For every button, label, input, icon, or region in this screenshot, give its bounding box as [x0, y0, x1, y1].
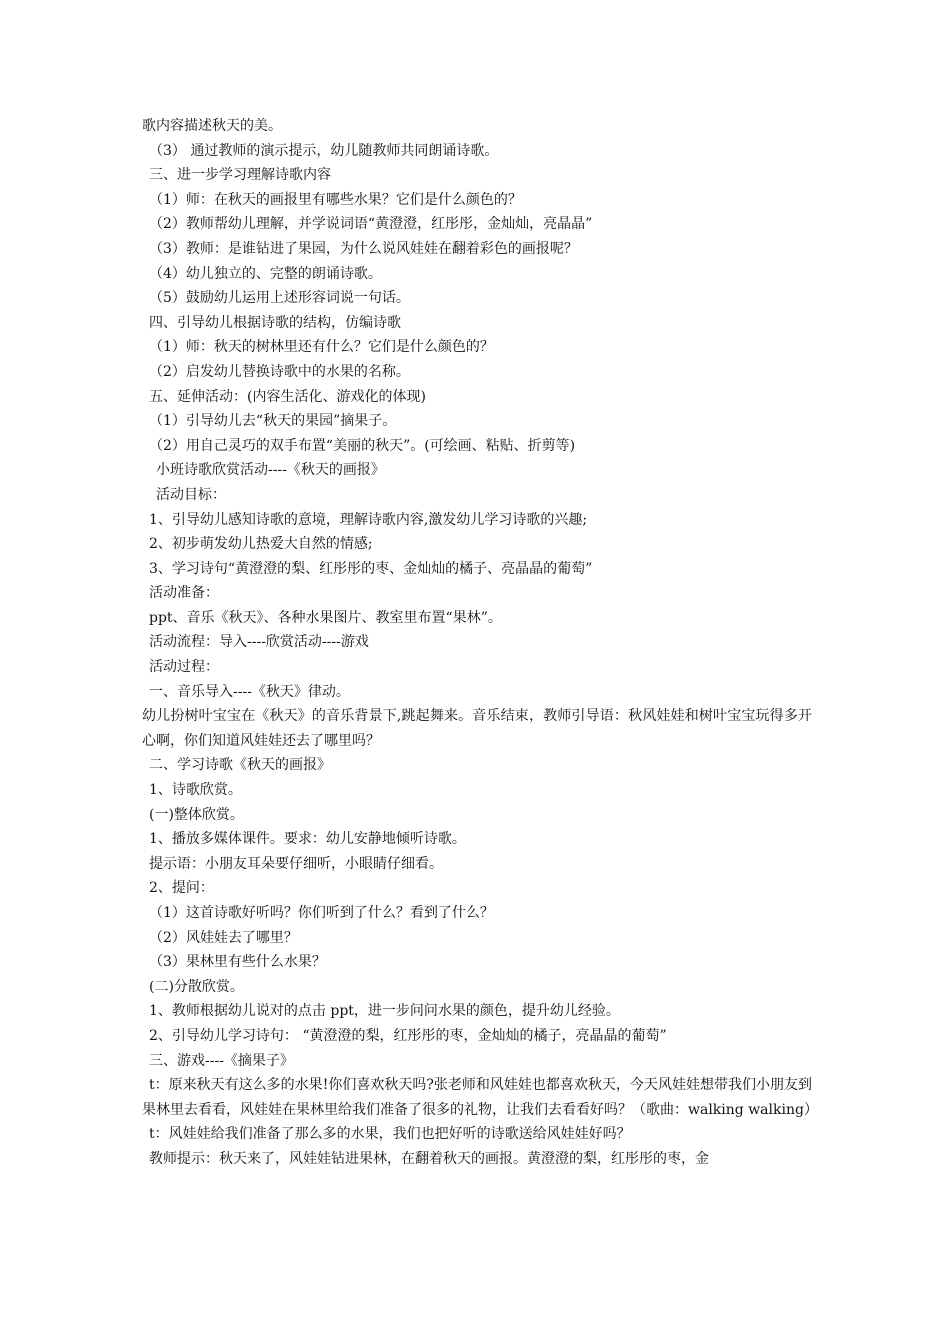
text-line: 2、引导幼儿学习诗句： “黄澄澄的梨，红彤彤的枣，金灿灿的橘子，亮晶晶的葡萄” — [149, 1027, 667, 1044]
text-line: （3） 通过教师的演示提示，幼儿随教师共同朗诵诗歌。 — [149, 142, 499, 159]
text-line: (二)分散欣赏。 — [149, 978, 244, 995]
section-heading: 活动过程： — [149, 659, 219, 676]
text-line: （2）用自己灵巧的双手布置“美丽的秋天”。(可绘画、粘贴、折剪等) — [149, 437, 576, 454]
text-line: 1、教师根据幼儿说对的点击 ppt，进一步问问水果的颜色，提升幼儿经验。 — [149, 1003, 620, 1020]
text-line: （2）启发幼儿替换诗歌中的水果的名称。 — [149, 363, 410, 380]
section-heading: 四、引导幼儿根据诗歌的结构，仿编诗歌 — [149, 314, 401, 331]
section-heading: 五、延伸活动：(内容生活化、游戏化的体现) — [149, 388, 426, 405]
text-line: （1）引导幼儿去“秋天的果园”摘果子。 — [149, 413, 397, 430]
text-line: (一)整体欣赏。 — [149, 806, 244, 823]
text-line: 1、诗歌欣赏。 — [149, 782, 242, 799]
text-paragraph: t：原来秋天有这么多的水果!你们喜欢秋天吗?张老师和风娃娃也都喜欢秋天，今天风娃娃想带我们小朋友到果林里去看看，风娃娃在果林里给我们准备了很多的礼物，让我们去看看好吗？（歌曲：walking walking） — [142, 1077, 818, 1118]
text-line: 歌内容描述秋天的美。 — [142, 118, 282, 134]
text-line: （2）教师帮幼儿理解，并学说词语“黄澄澄，红彤彤，金灿灿，亮晶晶” — [149, 216, 593, 233]
section-heading: 二、学习诗歌《秋天的画报》 — [149, 757, 331, 774]
text-line: （3）果林里有些什么水果？ — [149, 954, 326, 971]
text-line: （2）风娃娃去了哪里？ — [149, 929, 298, 946]
text-line: （1）这首诗歌好听吗？你们听到了什么？看到了什么？ — [149, 905, 494, 921]
text-line: （4）幼儿独立的、完整的朗诵诗歌。 — [149, 265, 382, 282]
text-line: ppt、音乐《秋天》、各种水果图片、教室里布置“果林”。 — [149, 609, 502, 626]
section-heading: 三、游戏----《摘果子》 — [149, 1052, 294, 1069]
text-line: 活动流程：导入----欣赏活动----游戏 — [149, 634, 369, 651]
text-paragraph: 幼儿扮树叶宝宝在《秋天》的音乐背景下,跳起舞来。音乐结束，教师引导语：秋风娃娃和树叶宝宝玩得多开心啊，你们知道风娃娃还去了哪里吗？ — [142, 708, 812, 749]
section-heading: 一、音乐导入----《秋天》律动。 — [149, 683, 350, 700]
text-line: （3）教师：是谁钻进了果园，为什么说风娃娃在翻着彩色的画报呢？ — [149, 240, 578, 257]
text-line: 提示语：小朋友耳朵要仔细听，小眼睛仔细看。 — [149, 855, 443, 872]
text-line: 1、播放多媒体课件。要求：幼儿安静地倾听诗歌。 — [149, 831, 466, 848]
text-line: 教师提示：秋天来了，风娃娃钻进果林，在翻着秋天的画报。黄澄澄的梨，红彤彤的枣，金 — [149, 1150, 709, 1167]
text-line: （1）师：秋天的树林里还有什么？它们是什么颜色的？ — [149, 339, 494, 356]
document-body — [142, 114, 818, 1172]
text-line: t：风娃娃给我们准备了那么多的水果，我们也把好听的诗歌送给风娃娃好吗？ — [149, 1126, 631, 1143]
text-line: 1、引导幼儿感知诗歌的意境，理解诗歌内容,激发幼儿学习诗歌的兴趣; — [149, 511, 588, 528]
section-heading: 活动准备： — [149, 585, 219, 602]
text-line: （5）鼓励幼儿运用上述形容词说一句话。 — [149, 290, 410, 307]
text-line: （1）师：在秋天的画报里有哪些水果？它们是什么颜色的？ — [149, 191, 522, 208]
section-heading: 活动目标： — [156, 486, 226, 503]
activity-title: 小班诗歌欣赏活动----《秋天的画报》 — [156, 462, 385, 479]
section-heading: 三、进一步学习理解诗歌内容 — [149, 167, 331, 184]
text-line: 3、学习诗句“黄澄澄的梨、红彤彤的枣、金灿灿的橘子、亮晶晶的葡萄” — [149, 560, 593, 577]
text-line: 2、初步萌发幼儿热爱大自然的情感; — [149, 536, 373, 553]
text-line: 2、提问： — [149, 880, 214, 897]
